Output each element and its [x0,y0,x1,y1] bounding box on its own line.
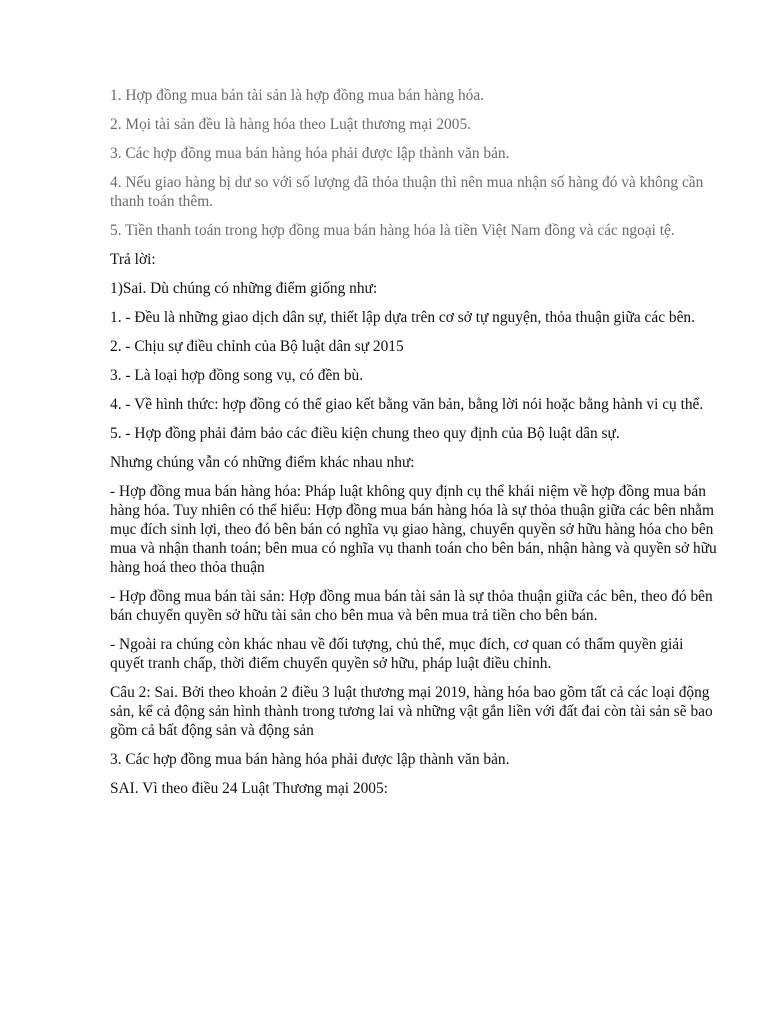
answer-heading: Trả lời: [110,251,156,268]
question-5: 5. Tiền thanh toán trong hợp đồng mua bán hàng hóa là tiền Việt Nam đồng và các ngoại tệ. [110,222,675,239]
answer-3-question: 3. Các hợp đồng mua bán hàng hóa phải được lập thành văn bản. [110,751,510,768]
question-4: 4. Nếu giao hàng bị dư so với số lượng đã thỏa thuận thì nên mua nhận số hàng đó và không cần thanh toán thêm. [110,174,704,210]
question-3: 3. Các hợp đồng mua bán hàng hóa phải được lập thành văn bản. [110,145,510,162]
difference-goods-contract: - Hợp đồng mua bán hàng hóa: Pháp luật không quy định cụ thể khái niệm về hợp đồng mua bán hàng hóa. Tuy nhiên có thể hiểu: Hợp đồng mua bán hàng hóa là sự thỏa thuận giữa các bên nhằm mục đích sinh lợi, theo đó bên bán có nghĩa vụ giao hàng, chuyển quyền sở hữu hàng hóa cho bên mua và nhận thanh toán; bên mua có nghĩa vụ thanh toán cho bên bán, nhận hàng và quyền sở hữu hàng hoá theo thỏa thuận [110,483,717,576]
answer-3-intro: SAI. Vì theo điều 24 Luật Thương mại 2005: [110,780,388,797]
similarity-1: 1. - Đều là những giao dịch dân sự, thiết lập dựa trên cơ sở tự nguyện, thỏa thuận giữa các bên. [110,309,695,326]
similarity-3: 3. - Là loại hợp đồng song vụ, có đền bù. [110,367,364,384]
differences-intro: Nhưng chúng vẫn có những điểm khác nhau như: [110,454,415,471]
answer-1-intro: 1)Sai. Dù chúng có những điểm giống như: [110,280,378,297]
difference-property-contract: - Hợp đồng mua bán tài sản: Hợp đồng mua bán tài sản là sự thỏa thuận giữa các bên, theo đó bên bán chuyển quyền sở hữu tài sản cho bên mua và bên mua trả tiền cho bên bán. [110,588,713,624]
similarity-4: 4. - Về hình thức: hợp đồng có thể giao kết bằng văn bản, bằng lời nói hoặc bằng hành vi cụ thể. [110,396,704,413]
document-page [110,86,720,808]
question-2: 2. Mọi tài sản đều là hàng hóa theo Luật thương mại 2005. [110,116,471,133]
answer-2: Câu 2: Sai. Bởi theo khoản 2 điều 3 luật thương mại 2019, hàng hóa bao gồm tất cả các loại động sản, kể cả động sản hình thành trong tương lai và những vật gắn liền với đất đai còn tài sản sẽ bao gồm cả bất động sản và động sản [110,684,713,739]
similarity-5: 5. - Hợp đồng phải đảm bảo các điều kiện chung theo quy định của Bộ luật dân sự. [110,425,620,442]
difference-other: - Ngoài ra chúng còn khác nhau về đối tượng, chủ thể, mục đích, cơ quan có thẩm quyền giải quyết tranh chấp, thời điểm chuyển quyền sở hữu, pháp luật điều chỉnh. [110,636,684,672]
question-1: 1. Hợp đồng mua bán tài sản là hợp đồng mua bán hàng hóa. [110,87,485,104]
similarity-2: 2. - Chịu sự điều chỉnh của Bộ luật dân sự 2015 [110,338,404,355]
